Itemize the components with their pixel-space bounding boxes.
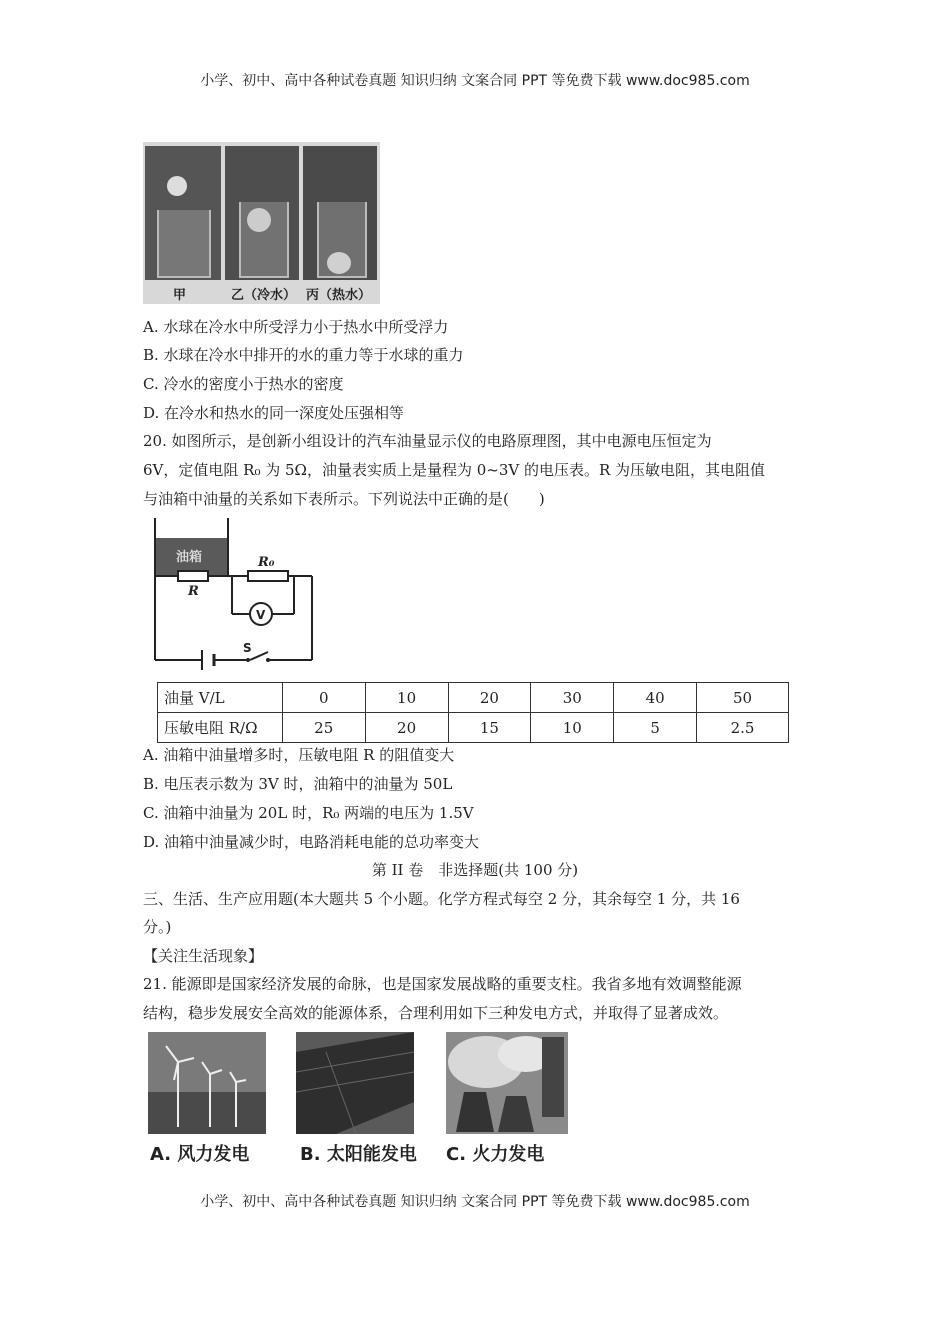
- energy-label-solar: B. 太阳能发电: [300, 1144, 417, 1165]
- table-cell: 30: [531, 683, 614, 713]
- q21-stem-line1: 21. 能源即是国家经济发展的命脉，也是国家发展战略的重要支柱。我省多地有效调整能源: [143, 975, 742, 993]
- circuit-diagram: [150, 518, 320, 670]
- page-footer: 小学、初中、高中各种试卷真题 知识归纳 文案合同 PPT 等免费下载 www.doc985.com: [200, 1194, 750, 1210]
- table-cell: 0: [282, 683, 365, 713]
- solar-power-photo: [296, 1032, 414, 1134]
- table-row-label: 油量 V/L: [158, 683, 283, 713]
- energy-label-thermal: C. 火力发电: [446, 1144, 545, 1165]
- cooling-tower-icon: [446, 1032, 568, 1134]
- table-row: [158, 683, 789, 713]
- switch-label: S: [243, 641, 252, 655]
- photo-panel-jia: [145, 146, 221, 280]
- water-ball-photo: [143, 142, 380, 304]
- q19-option-b: B. 水球在冷水中排开的水的重力等于水球的重力: [143, 346, 464, 364]
- switch-contact: [266, 658, 270, 662]
- table-cell: 2.5: [697, 713, 789, 743]
- subheading: 【关注生活现象】: [143, 947, 264, 965]
- table-cell: 50: [697, 683, 789, 713]
- r-label: R: [188, 584, 199, 599]
- part3-heading-line1: 三、生活、生产应用题(本大题共 5 个小题。化学方程式每空 2 分，其余每空 1 分，共 16: [143, 890, 740, 908]
- photo-label-yi: 乙（冷水）: [231, 288, 297, 303]
- wind-power-photo: [148, 1032, 266, 1134]
- tank-label: 油箱: [176, 550, 203, 565]
- q20-stem-line2: 6V，定值电阻 R₀ 为 5Ω，油量表实质上是量程为 0~3V 的电压表。R 为压敏电阻，其电阻值: [143, 461, 766, 479]
- water-ball-image: [247, 208, 271, 232]
- table-cell: 20: [365, 713, 448, 743]
- switch-contact: [246, 658, 250, 662]
- solar-panel-icon: [296, 1032, 414, 1134]
- q21-stem-line2: 结构，稳步发展安全高效的能源体系，合理利用如下三种发电方式，并取得了显著成效。: [143, 1004, 729, 1022]
- beaker-image: [157, 210, 211, 278]
- part3-heading-line2: 分。): [143, 918, 172, 936]
- photo-label-jia: 甲: [173, 288, 187, 303]
- q20-stem-line1: 20. 如图所示，是创新小组设计的汽车油量显示仪的电路原理图，其中电源电压恒定为: [143, 432, 712, 450]
- table-cell: 20: [448, 683, 531, 713]
- wind-turbine-icon: [148, 1032, 266, 1134]
- q20-option-c: C. 油箱中油量为 20L 时，R₀ 两端的电压为 1.5V: [143, 804, 474, 822]
- pressure-resistor-r: [178, 571, 208, 581]
- page-header: 小学、初中、高中各种试卷真题 知识归纳 文案合同 PPT 等免费下载 www.doc985.com: [200, 73, 750, 89]
- table-row-label: 压敏电阻 R/Ω: [158, 713, 283, 743]
- table-cell: 25: [282, 713, 365, 743]
- oil-resistance-table: [157, 682, 789, 743]
- r0-label: R₀: [258, 555, 275, 570]
- water-ball-image: [327, 252, 351, 274]
- q19-option-a: A. 水球在冷水中所受浮力小于热水中所受浮力: [143, 318, 449, 336]
- energy-label-wind: A. 风力发电: [150, 1144, 250, 1165]
- thermal-power-photo: [446, 1032, 568, 1134]
- photo-panel-yi: [225, 146, 299, 280]
- photo-label-bing: 丙（热水）: [306, 288, 372, 303]
- table-row: [158, 713, 789, 743]
- q20-stem-line3: 与油箱中油量的关系如下表所示。下列说法中正确的是( ): [143, 490, 545, 508]
- water-ball-image: [167, 176, 187, 196]
- table-cell: 10: [365, 683, 448, 713]
- table-cell: 5: [614, 713, 697, 743]
- table-cell: 10: [531, 713, 614, 743]
- table-cell: 40: [614, 683, 697, 713]
- table-cell: 15: [448, 713, 531, 743]
- q20-option-b: B. 电压表示数为 3V 时，油箱中的油量为 50L: [143, 775, 453, 793]
- fixed-resistor-r0: [248, 571, 288, 581]
- voltmeter-label: V: [256, 608, 266, 622]
- q19-option-d: D. 在冷水和热水的同一深度处压强相等: [143, 404, 405, 422]
- q19-option-c: C. 冷水的密度小于热水的密度: [143, 375, 344, 393]
- section-title: 第 II 卷 非选择题(共 100 分): [371, 861, 579, 879]
- q20-option-d: D. 油箱中油量减少时，电路消耗电能的总功率变大: [143, 833, 480, 851]
- photo-panel-bing: [303, 146, 377, 280]
- q20-option-a: A. 油箱中油量增多时，压敏电阻 R 的阻值变大: [143, 746, 455, 764]
